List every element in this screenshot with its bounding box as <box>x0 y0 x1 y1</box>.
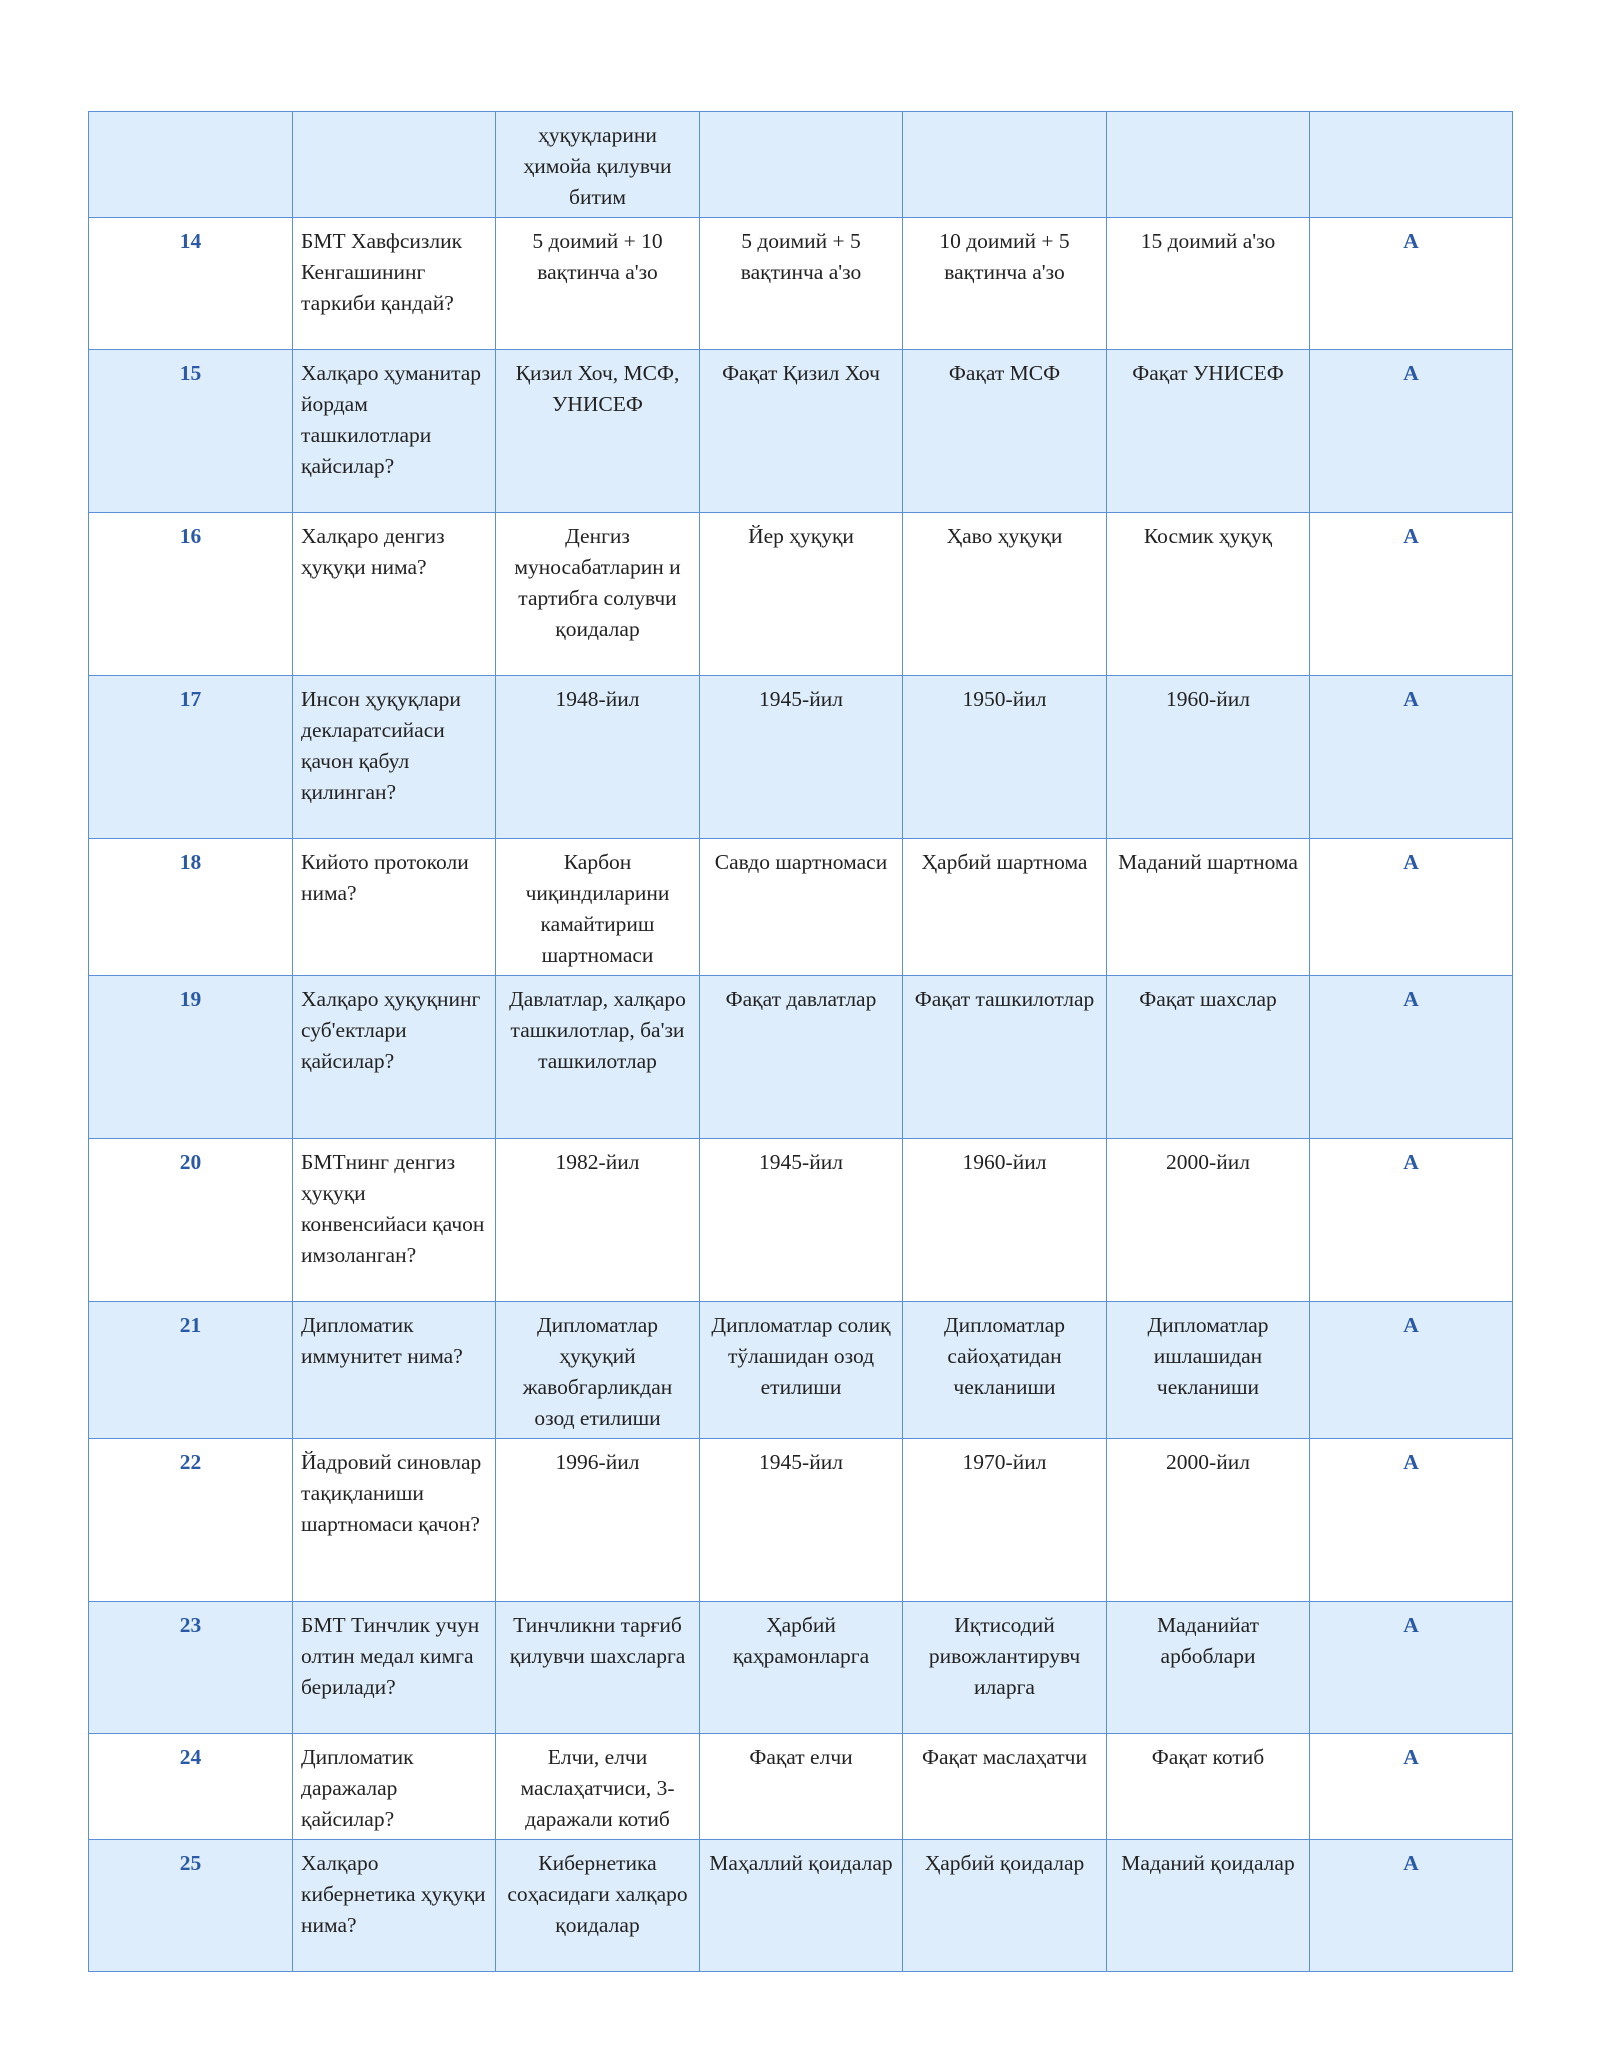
answer-cell: A <box>1310 1840 1513 1972</box>
row-number: 16 <box>89 513 293 676</box>
option-d-cell: Космик ҳуқуқ <box>1107 513 1310 676</box>
table-row <box>89 1602 1513 1734</box>
option-c-cell: Фақат ташкилотлар <box>903 976 1107 1139</box>
row-number: 14 <box>89 218 293 350</box>
option-d-cell: 1960-йил <box>1107 676 1310 839</box>
option-d-cell <box>1107 112 1310 218</box>
answer-cell: A <box>1310 839 1513 976</box>
option-c-cell: 1960-йил <box>903 1139 1107 1302</box>
option-d-cell: 2000-йил <box>1107 1439 1310 1602</box>
row-number: 17 <box>89 676 293 839</box>
quiz-table-body <box>89 112 1513 1972</box>
option-d-cell: Маданий шартнома <box>1107 839 1310 976</box>
row-number: 22 <box>89 1439 293 1602</box>
option-c-cell: Фақат маслаҳатчи <box>903 1734 1107 1840</box>
row-number: 15 <box>89 350 293 513</box>
option-a-cell: Денгиз муносабатларин и тартибга солувчи қоидалар <box>496 513 700 676</box>
answer-cell: A <box>1310 1734 1513 1840</box>
option-a-cell: Давлатлар, халқаро ташкилотлар, ба'зи ташкилотлар <box>496 976 700 1139</box>
option-c-cell: 10 доимий + 5 вақтинча а'зо <box>903 218 1107 350</box>
option-b-cell: 1945-йил <box>700 1139 903 1302</box>
option-b-cell: Ҳарбий қаҳрамонларга <box>700 1602 903 1734</box>
question-cell: Халқаро кибернетика ҳуқуқи нима? <box>293 1840 496 1972</box>
question-cell: БМТнинг денгиз ҳуқуқи конвенсийаси қачон имзоланган? <box>293 1139 496 1302</box>
option-c-cell <box>903 112 1107 218</box>
option-a-cell: Қизил Хоч, МСФ, УНИСЕФ <box>496 350 700 513</box>
table-row <box>89 1840 1513 1972</box>
answer-cell: A <box>1310 1139 1513 1302</box>
answer-cell: A <box>1310 676 1513 839</box>
row-number: 19 <box>89 976 293 1139</box>
option-b-cell: Фақат давлатлар <box>700 976 903 1139</box>
option-b-cell: 5 доимий + 5 вақтинча а'зо <box>700 218 903 350</box>
question-cell: БМТ Тинчлик учун олтин медал кимга берилади? <box>293 1602 496 1734</box>
row-number: 24 <box>89 1734 293 1840</box>
option-b-cell: Йер ҳуқуқи <box>700 513 903 676</box>
table-row <box>89 513 1513 676</box>
question-cell: Халқаро ҳуманитар йордам ташкилотлари қайсилар? <box>293 350 496 513</box>
option-a-cell: 1948-йил <box>496 676 700 839</box>
question-cell: Халқаро ҳуқуқнинг суб'ектлари қайсилар? <box>293 976 496 1139</box>
option-b-cell: Фақат Қизил Хоч <box>700 350 903 513</box>
option-b-cell: Фақат елчи <box>700 1734 903 1840</box>
option-c-cell: Дипломатлар сайоҳатидан чекланиши <box>903 1302 1107 1439</box>
table-row <box>89 1734 1513 1840</box>
option-a-cell: 1982-йил <box>496 1139 700 1302</box>
question-cell <box>293 112 496 218</box>
answer-cell: A <box>1310 1439 1513 1602</box>
question-cell: Кийото протоколи нима? <box>293 839 496 976</box>
question-cell: Дипломатик даражалар қайсилар? <box>293 1734 496 1840</box>
quiz-table <box>88 111 1513 1972</box>
table-row <box>89 1302 1513 1439</box>
option-d-cell: Маданий қоидалар <box>1107 1840 1310 1972</box>
option-c-cell: 1950-йил <box>903 676 1107 839</box>
option-d-cell: Фақат шахслар <box>1107 976 1310 1139</box>
option-c-cell: 1970-йил <box>903 1439 1107 1602</box>
option-c-cell: Ҳарбий шартнома <box>903 839 1107 976</box>
row-number: 25 <box>89 1840 293 1972</box>
row-number: 20 <box>89 1139 293 1302</box>
option-d-cell: Фақат УНИСЕФ <box>1107 350 1310 513</box>
option-c-cell: Ҳаво ҳуқуқи <box>903 513 1107 676</box>
table-row <box>89 112 1513 218</box>
table-row <box>89 676 1513 839</box>
option-a-cell: 1996-йил <box>496 1439 700 1602</box>
option-d-cell: 15 доимий а'зо <box>1107 218 1310 350</box>
option-a-cell: Дипломатлар ҳуқуқий жавобгарликдан озод етилиши <box>496 1302 700 1439</box>
table-row <box>89 1439 1513 1602</box>
table-row <box>89 839 1513 976</box>
option-a-cell: Карбон чиқиндиларини камайтириш шартномаси <box>496 839 700 976</box>
row-number: 23 <box>89 1602 293 1734</box>
answer-cell <box>1310 112 1513 218</box>
answer-cell: A <box>1310 1602 1513 1734</box>
option-a-cell: Кибернетика соҳасидаги халқаро қоидалар <box>496 1840 700 1972</box>
option-d-cell: Фақат котиб <box>1107 1734 1310 1840</box>
option-b-cell: Савдо шартномаси <box>700 839 903 976</box>
table-row <box>89 218 1513 350</box>
question-cell: Дипломатик иммунитет нима? <box>293 1302 496 1439</box>
question-cell: Халқаро денгиз ҳуқуқи нима? <box>293 513 496 676</box>
table-row <box>89 1139 1513 1302</box>
question-cell: Йадровий синовлар тақиқланиши шартномаси қачон? <box>293 1439 496 1602</box>
option-d-cell: Дипломатлар ишлашидан чекланиши <box>1107 1302 1310 1439</box>
answer-cell: A <box>1310 350 1513 513</box>
option-c-cell: Фақат МСФ <box>903 350 1107 513</box>
answer-cell: A <box>1310 976 1513 1139</box>
question-cell: Инсон ҳуқуқлари деклaратсийаси қачон қабул қилинган? <box>293 676 496 839</box>
option-a-cell: Елчи, елчи маслаҳатчиси, 3-даражали котиб <box>496 1734 700 1840</box>
option-d-cell: Маданийат арбоблари <box>1107 1602 1310 1734</box>
row-number: 21 <box>89 1302 293 1439</box>
option-c-cell: Ҳарбий қоидалар <box>903 1840 1107 1972</box>
option-b-cell: 1945-йил <box>700 1439 903 1602</box>
option-b-cell: Дипломатлар солиқ тўлашидан озод етилиши <box>700 1302 903 1439</box>
option-c-cell: Иқтисодий ривожлантирувч иларга <box>903 1602 1107 1734</box>
row-number <box>89 112 293 218</box>
option-b-cell: 1945-йил <box>700 676 903 839</box>
row-number: 18 <box>89 839 293 976</box>
answer-cell: A <box>1310 513 1513 676</box>
question-cell: БМТ Хавфсизлик Кенгашининг таркиби қандай? <box>293 218 496 350</box>
table-row <box>89 976 1513 1139</box>
option-b-cell <box>700 112 903 218</box>
option-b-cell: Маҳаллий қоидалар <box>700 1840 903 1972</box>
table-row <box>89 350 1513 513</box>
answer-cell: A <box>1310 218 1513 350</box>
option-a-cell: ҳуқуқларини ҳимойа қилувчи битим <box>496 112 700 218</box>
answer-cell: A <box>1310 1302 1513 1439</box>
option-d-cell: 2000-йил <box>1107 1139 1310 1302</box>
option-a-cell: Тинчликни тарғиб қилувчи шахсларга <box>496 1602 700 1734</box>
option-a-cell: 5 доимий + 10 вақтинча а'зо <box>496 218 700 350</box>
